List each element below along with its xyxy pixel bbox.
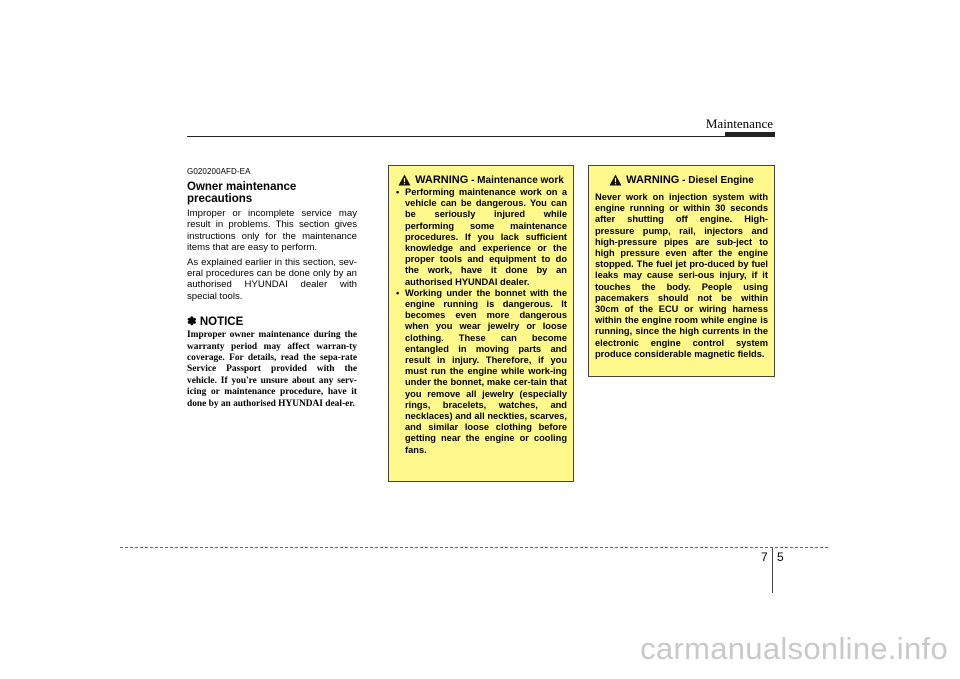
warning-title: - Maintenance work: [468, 175, 564, 186]
warning-item: • Performing maintenance work on a vehicle can be dangerous. You can be seriously injured while performing some maintenance procedures. If you lack sufficient knowledge and experience or the proper tools and equipment to do the work, have it done by an authorised HYUNDAI dealer.: [395, 187, 567, 288]
header-rule: [187, 136, 775, 137]
warning-title: - Diesel Engine: [679, 175, 754, 186]
notice-body: Improper owner maintenance during the warranty period may affect warran-ty coverage. For details, read the sepa-rate Service Passport provided with the vehicle. If you're unsure about any serv-icing or maintenance procedure, have it done by an authorised HYUNDAI deal-er.: [187, 330, 357, 409]
warning-body: Never work on injection system with engine running or within 30 seconds after shutting off engine. High-pressure pump, rail, injectors and high-pressure pipes are sub-ject to high pressure even after the engine stopped. The fuel jet pro-duced by fuel leaks may cause seri-ous injury, if it touches the body. People using pacemakers should not be within 30cm of the ECU or wiring harness within the engine room while engine is running, since the high currents in the electronic engine control system produce considerable magnetic fields.: [595, 192, 768, 359]
left-column: [187, 167, 357, 410]
notice-title: ✽ NOTICE: [187, 316, 244, 329]
warning-box-maintenance: [388, 165, 574, 482]
warning-label: WARNING: [415, 174, 469, 186]
footer-rule: [120, 547, 828, 548]
watermark: carmanualsonline.info: [640, 631, 948, 666]
warning-header: [595, 174, 768, 187]
header-rule-accent: [725, 132, 775, 137]
paragraph: Improper or incomplete service may result in problems. This section gives instructions only for the maintenance items that are easy to perform.: [187, 208, 357, 254]
warning-triangle-icon: [609, 174, 622, 186]
warning-box-diesel: [588, 165, 775, 377]
page-divider: [772, 548, 773, 593]
chapter-number: 7: [761, 550, 768, 564]
warning-header: [395, 174, 567, 187]
warning-label: WARNING: [626, 174, 680, 186]
section-heading: Owner maintenance precautions: [187, 181, 297, 205]
warning-triangle-icon: [398, 174, 411, 186]
section-title: Maintenance: [705, 116, 773, 131]
section-code: G020200AFD-EA: [187, 167, 251, 176]
paragraph: As explained earlier in this section, sev-eral procedures can be done only by an authorised HYUNDAI dealer with special tools.: [187, 256, 357, 302]
page-number: 5: [777, 550, 784, 564]
warning-list: [395, 187, 567, 456]
warning-item: • Working under the bonnet with the engine running is dangerous. It becomes even more dangerous when you wear jewelry or loose clothing. These can become entangled in moving parts and result in injury. Therefore, if you must run the engine while work-ing under the bonnet, make cer-tain that you remove all jewelry (especially rings, bracelets, watches, and necklaces) and all neckties, scarves, and similar loose clothing before getting near the engine or cooling fans.: [395, 288, 567, 456]
